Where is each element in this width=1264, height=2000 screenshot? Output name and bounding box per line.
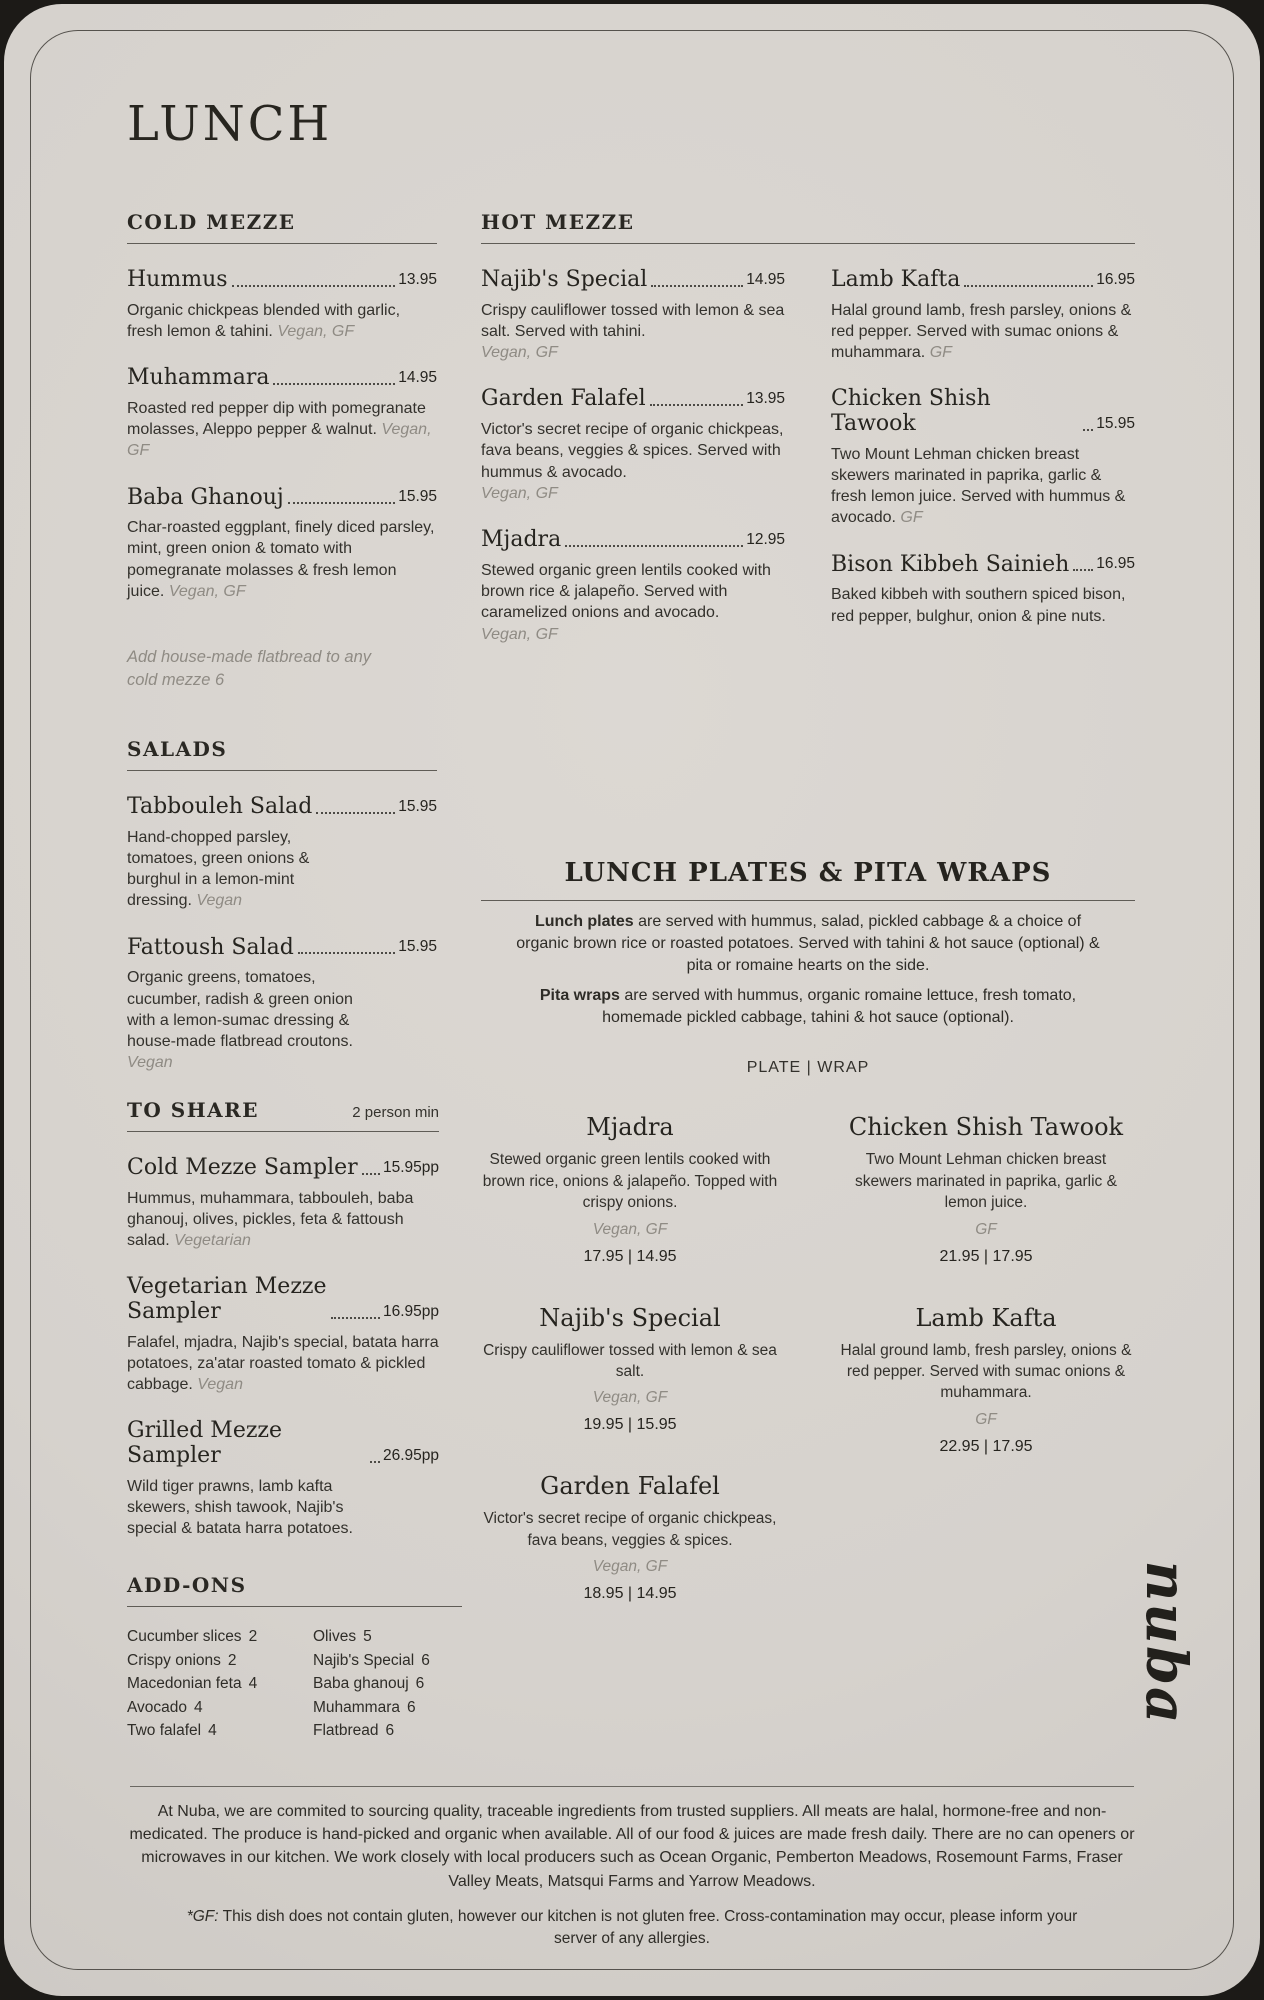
item-name: Tabbouleh Salad: [127, 794, 313, 819]
item-desc-text: Hummus, muhammara, tabbouleh, baba ghanouj, olives, pickles, feta & fattoush salad.: [127, 1189, 414, 1250]
menu-item: [831, 553, 1135, 627]
dotted-leader: [288, 502, 395, 504]
section-heading: ADD-ONS: [127, 1573, 247, 1597]
add-on-label: Najib's Special: [313, 1651, 415, 1669]
section-rule: [127, 243, 437, 244]
section-heading: COLD MEZZE: [127, 210, 296, 234]
item-name: Muhammara: [127, 365, 270, 391]
item-desc-text: Organic greens, tomatoes, cucumber, radish & green onion with a lemon-sumac dressing & house-made flatbread croutons.: [127, 969, 353, 1051]
add-on-label: Olives: [313, 1628, 357, 1645]
add-on-price: 4: [248, 1675, 258, 1693]
plate-description: Stewed organic green lentils cooked with brown rice, onions & jalapeño. Topped with crispy onions.: [482, 1151, 778, 1212]
cold-mezze-note: Add house-made flatbread to any cold mezze 6: [127, 648, 371, 690]
menu-item: [127, 486, 437, 603]
menu-item: [831, 387, 1135, 528]
gf-text: This dish does not contain gluten, however our kitchen is not gluten free. Cross-contamination may occur, please inform your server of any allergies.: [218, 1908, 1078, 1948]
item-name: Vegetarian Mezze Sampler: [127, 1274, 327, 1325]
add-on-item: [127, 1625, 277, 1649]
dotted-leader: [362, 1173, 380, 1175]
page-title: LUNCH: [127, 96, 333, 152]
section-rule: [127, 770, 437, 771]
dotted-leader: [316, 812, 395, 814]
section-lunch-plates: [481, 858, 1135, 1641]
item-price: 13.95: [746, 390, 785, 408]
add-on-price: 6: [415, 1675, 425, 1693]
item-description: [127, 517, 437, 602]
item-description: [127, 1332, 439, 1396]
plate-prices: 21.95 | 17.95: [939, 1247, 1033, 1265]
add-on-item: [127, 1649, 277, 1673]
diet-label: Vegan, GF: [481, 625, 558, 643]
plate-name: Lamb Kafta: [915, 1303, 1057, 1332]
section-add-ons: [127, 1573, 462, 1743]
diet-label: Vegan, GF: [277, 322, 355, 340]
section-heading: LUNCH PLATES & PITA WRAPS: [564, 858, 1052, 888]
item-desc-text: Wild tiger prawns, lamb kafta skewers, shish tawook, Najib's special & batata harra potatoes.: [127, 1477, 353, 1538]
menu-item: [127, 268, 437, 342]
add-on-item: [313, 1672, 462, 1696]
item-desc-text: Hand-chopped parsley, tomatoes, green onions & burghul in a lemon-mint dressing.: [127, 828, 310, 910]
plate-description: Two Mount Lehman chicken breast skewers marinated in paprika, garlic & lemon juice.: [855, 1151, 1117, 1212]
section-to-share: [127, 1098, 439, 1540]
dotted-leader: [232, 285, 396, 287]
plate-prices: 19.95 | 15.95: [583, 1416, 677, 1434]
item-name: Najib's Special: [481, 267, 648, 292]
item-description: [127, 967, 365, 1073]
add-on-price: 2: [248, 1628, 258, 1645]
section-heading: TO SHARE: [127, 1098, 259, 1122]
diet-label: Vegan, GF: [481, 484, 558, 502]
diet-label: GF: [929, 344, 952, 362]
section-hot-mezze: [481, 210, 1135, 645]
section-rule: [127, 1131, 439, 1132]
add-on-price: 6: [421, 1651, 430, 1669]
item-price: 13.95: [398, 270, 437, 288]
item-desc-text: Falafel, mjadra, Najib's special, batata harra potatoes, za'atar roasted tomato & pickled cabbage.: [127, 1333, 439, 1394]
add-on-item: [127, 1696, 277, 1720]
to-share-min-note: 2 person min: [352, 1104, 439, 1121]
dotted-leader: [370, 1461, 380, 1463]
add-on-label: Baba ghanouj: [313, 1675, 409, 1693]
item-price: 26.95pp: [382, 1446, 439, 1464]
item-name: Cold Mezze Sampler: [127, 1155, 358, 1180]
add-ons-column-1: [127, 1625, 277, 1743]
menu-item: [127, 1156, 439, 1251]
nuba-logo: nuba: [1133, 1560, 1199, 1726]
item-name: Fattoush Salad: [127, 934, 294, 960]
menu-item: [127, 795, 437, 912]
item-name: Bison Kibbeh Sainieh: [831, 551, 1070, 577]
menu-item: [831, 268, 1135, 363]
plate-name: Najib's Special: [539, 1303, 721, 1332]
intro-text: are served with hummus, organic romaine lettuce, fresh tomato, homemade pickled cabbage, tahini & hot sauce (optional).: [602, 987, 1077, 1027]
plate-item: [837, 1113, 1135, 1265]
item-price: 15.95: [398, 797, 437, 815]
diet-label: Vegan, GF: [481, 344, 558, 362]
dotted-leader: [1083, 429, 1093, 431]
item-price: 15.95: [398, 488, 437, 506]
add-ons-column-2: [313, 1625, 462, 1743]
item-name: Chicken Shish Tawook: [831, 386, 991, 437]
section-cold-mezze: [127, 210, 437, 709]
add-on-label: Cucumber slices: [127, 1628, 242, 1645]
item-desc-text: Stewed organic green lentils cooked with brown rice & jalapeño. Served with caramelized onions and avocado.: [481, 561, 771, 622]
plate-item: [837, 1304, 1135, 1456]
intro-text: are served with hummus, salad, pickled cabbage & a choice of organic brown rice or roasted potatoes. Served with tahini & hot sauce (optional) & pita or romaine hearts on the side.: [516, 913, 1100, 975]
item-desc-text: Organic chickpeas blended with garlic, fresh lemon & tahini.: [127, 301, 401, 340]
dotted-leader: [331, 1317, 380, 1319]
menu-item: [127, 936, 437, 1074]
hot-mezze-column-1: [481, 244, 785, 645]
add-on-label: Avocado: [127, 1698, 188, 1716]
diet-label: GF: [975, 1220, 997, 1238]
diet-label: Vegan, GF: [592, 1220, 668, 1238]
add-on-item: [313, 1649, 462, 1673]
item-price: 15.95pp: [382, 1158, 439, 1176]
diet-label: Vegan, GF: [592, 1389, 668, 1407]
dotted-leader: [565, 545, 743, 547]
menu-item: [481, 387, 785, 504]
item-description: [481, 419, 785, 504]
menu-item: [127, 1275, 439, 1395]
menu-item: [481, 528, 785, 645]
diet-label: Vegan, GF: [592, 1558, 668, 1576]
diet-label: Vegan: [196, 892, 243, 910]
footer-rule: [130, 1786, 1134, 1787]
item-description: [127, 1476, 357, 1540]
add-on-label: Muhammara: [313, 1698, 400, 1716]
item-description: [127, 398, 437, 462]
gf-label: *GF:: [186, 1908, 219, 1925]
item-price: 16.95: [1096, 555, 1135, 573]
plates-column-2: [837, 1113, 1135, 1493]
add-on-price: 6: [385, 1722, 395, 1740]
item-description: [127, 1188, 439, 1252]
add-on-label: Crispy onions: [127, 1651, 221, 1669]
plate-description: Halal ground lamb, fresh parsley, onions & red pepper. Served with sumac onions & muhammara.: [840, 1341, 1132, 1402]
item-description: [481, 560, 785, 645]
intro-lead: Lunch plates: [534, 913, 634, 930]
diet-label: Vegetarian: [174, 1232, 251, 1250]
menu-item: [481, 268, 785, 363]
section-rule: [481, 900, 1135, 901]
plate-item: [481, 1113, 779, 1265]
item-name: Garden Falafel: [481, 386, 646, 412]
add-on-label: Two falafel: [127, 1722, 202, 1740]
section-rule: [127, 1606, 462, 1607]
wraps-intro: [513, 985, 1103, 1029]
item-name: Mjadra: [481, 527, 562, 553]
item-description: [481, 300, 785, 364]
plate-description: Crispy cauliflower tossed with lemon & sea salt.: [483, 1341, 777, 1380]
item-desc-text: Roasted red pepper dip with pomegranate molasses, Aleppo pepper & walnut.: [127, 399, 426, 439]
add-on-item: [313, 1625, 462, 1649]
section-heading: SALADS: [127, 737, 228, 761]
item-name: Hummus: [127, 267, 228, 292]
plate-name: Mjadra: [586, 1113, 674, 1142]
footer-sourcing-note: At Nuba, we are commited to sourcing quality, traceable ingredients from trusted suppliers. All meats are halal, hormone-free and non-medicated. The produce is hand-picked and organic when available. All of our food & juices are made fresh daily. There are no can openers or microwaves in our kitchen. We work closely with local producers such as Ocean Organic, Pemberton Meadows, Rosemount Farms, Fraser Valley Meats, Matsqui Farms and Yarrow Meadows.: [129, 1803, 1135, 1890]
plate-name: Garden Falafel: [540, 1472, 720, 1501]
item-price: 16.95: [1096, 270, 1135, 288]
item-description: [831, 300, 1135, 364]
add-on-price: 5: [363, 1628, 372, 1645]
dotted-leader: [1073, 569, 1093, 571]
plate-description: Victor's secret recipe of organic chickpeas, fava beans, veggies & spices.: [483, 1510, 777, 1549]
dotted-leader: [964, 285, 1093, 287]
item-price: 16.95pp: [382, 1302, 439, 1320]
plates-intro: [513, 911, 1103, 977]
diet-label: GF: [975, 1410, 997, 1428]
menu-item: [127, 366, 437, 461]
diet-label: Vegan, GF: [127, 421, 432, 460]
add-on-price: 4: [208, 1722, 217, 1740]
add-on-item: [127, 1672, 277, 1696]
item-price: 15.95: [1096, 414, 1135, 432]
section-salads: [127, 737, 437, 1074]
hot-mezze-column-2: [831, 244, 1135, 627]
plates-column-1: [481, 1113, 779, 1641]
dotted-leader: [298, 952, 395, 954]
plate-wrap-price-header: PLATE | WRAP: [746, 1059, 870, 1077]
plate-prices: 17.95 | 14.95: [583, 1247, 677, 1265]
add-on-item: [127, 1719, 277, 1743]
add-on-item: [313, 1696, 462, 1720]
item-desc-text: Crispy cauliflower tossed with lemon & sea salt. Served with tahini.: [481, 301, 785, 340]
item-price: 15.95: [398, 938, 437, 956]
item-price: 14.95: [746, 270, 785, 288]
item-desc-text: Halal ground lamb, fresh parsley, onions & red pepper. Served with sumac onions & muhammara.: [831, 301, 1132, 362]
plate-prices: 18.95 | 14.95: [583, 1585, 677, 1603]
item-price: 12.95: [746, 530, 785, 548]
item-desc-text: Baked kibbeh with southern spiced bison, red pepper, bulghur, onion & pine nuts.: [831, 586, 1126, 625]
item-description: [127, 827, 355, 912]
item-description: [831, 584, 1135, 627]
plate-prices: 22.95 | 17.95: [939, 1437, 1033, 1455]
diet-label: GF: [900, 509, 923, 527]
add-on-item: [313, 1719, 462, 1743]
plate-item: [481, 1304, 779, 1435]
add-on-price: 4: [194, 1698, 203, 1716]
item-name: Lamb Kafta: [831, 267, 961, 292]
item-desc-text: Two Mount Lehman chicken breast skewers marinated in paprika, garlic & fresh lemon juice. Served with hummus & avocado.: [831, 445, 1126, 527]
diet-label: Vegan: [197, 1376, 243, 1394]
item-price: 14.95: [398, 368, 437, 386]
add-on-price: 6: [407, 1698, 416, 1716]
menu-item: [127, 1419, 439, 1539]
diet-label: Vegan, GF: [168, 583, 246, 600]
item-description: [127, 300, 437, 343]
diet-label: Vegan: [127, 1054, 173, 1072]
dotted-leader: [651, 285, 743, 287]
plate-name: Chicken Shish Tawook: [848, 1113, 1124, 1142]
intro-lead: Pita wraps: [539, 987, 620, 1005]
dotted-leader: [273, 383, 395, 385]
add-on-price: 2: [227, 1651, 237, 1669]
section-heading: HOT MEZZE: [481, 210, 635, 234]
add-on-label: Macedonian feta: [127, 1675, 242, 1693]
item-name: Baba Ghanouj: [127, 484, 284, 510]
item-desc-text: Char-roasted eggplant, finely diced parsley, mint, green onion & tomato with pomegranate molasses & fresh lemon juice.: [127, 519, 435, 600]
item-description: [831, 444, 1135, 529]
dotted-leader: [650, 404, 743, 406]
item-name: Grilled Mezze Sampler: [127, 1418, 283, 1469]
add-on-label: Flatbread: [313, 1722, 379, 1740]
plate-item: [481, 1472, 779, 1603]
item-desc-text: Victor's secret recipe of organic chickpeas, fava beans, veggies & spices. Served with hummus & avocado.: [481, 421, 784, 481]
footer-gf-note: [182, 1906, 1082, 1951]
